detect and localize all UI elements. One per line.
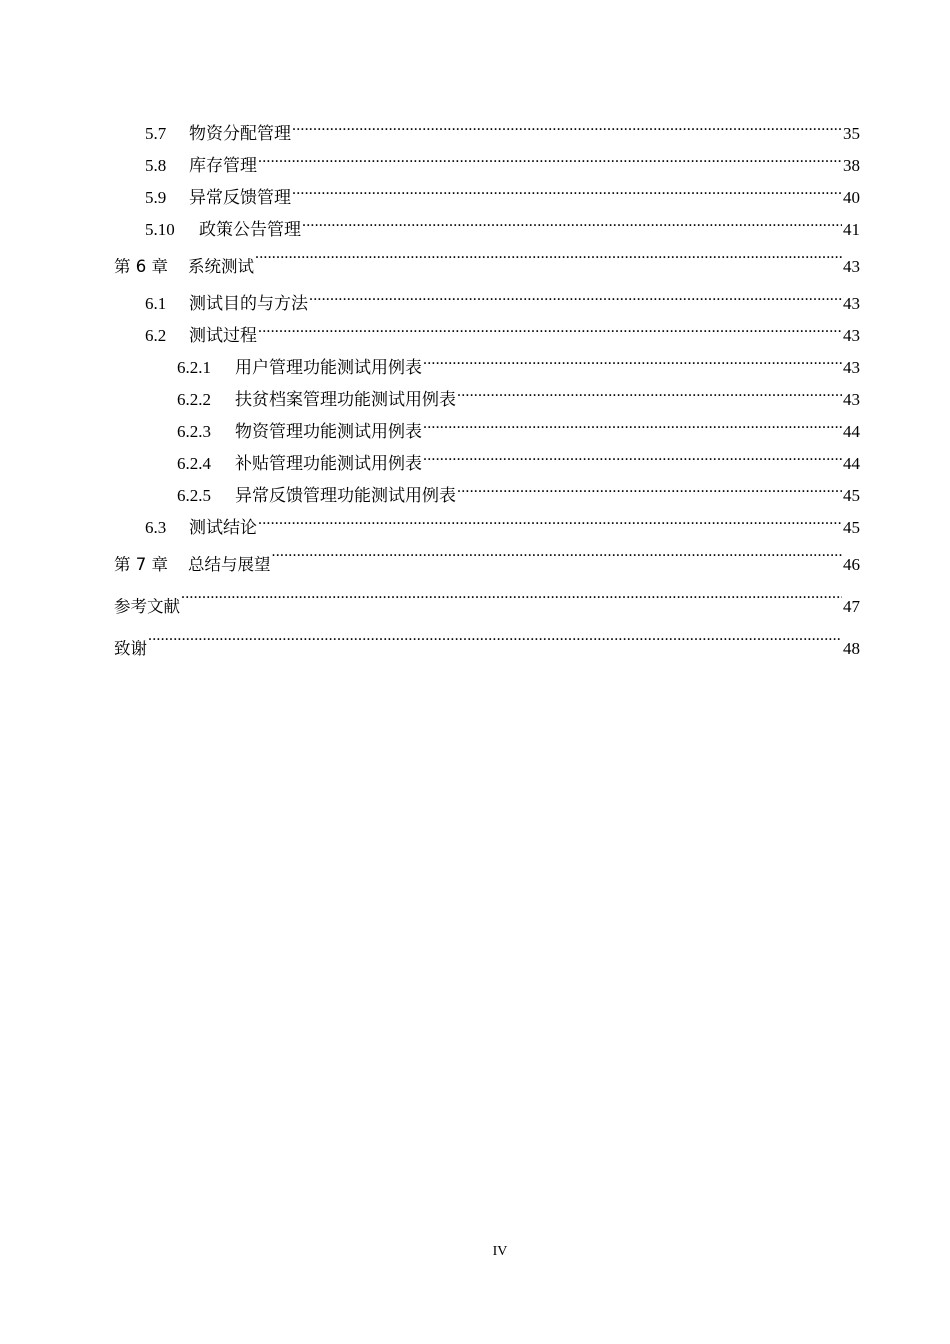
dot-leader bbox=[309, 292, 842, 309]
toc-entry-6-2-3[interactable] bbox=[114, 416, 860, 448]
toc-entry-references[interactable] bbox=[114, 586, 860, 628]
toc-entry-page: 48 bbox=[843, 639, 860, 658]
toc-entry-number: 6.2 bbox=[145, 326, 167, 345]
dot-leader bbox=[423, 356, 842, 373]
toc-entry-number: 6.2.1 bbox=[177, 358, 211, 377]
toc-entry-number: 6.2.4 bbox=[177, 454, 211, 473]
toc-entry-number: 5.9 bbox=[145, 188, 167, 207]
toc-entry-page: 44 bbox=[843, 454, 860, 473]
toc-entry-page: 46 bbox=[843, 555, 860, 574]
toc-entry-number: 6.3 bbox=[145, 518, 167, 537]
toc-entry-number: 5.7 bbox=[145, 124, 167, 143]
toc-entry-title: 测试过程 bbox=[189, 326, 257, 345]
toc-entry-6-2[interactable] bbox=[114, 320, 860, 352]
toc-entry-5-10[interactable] bbox=[114, 214, 860, 246]
toc-entry-page: 47 bbox=[843, 597, 860, 616]
toc-entry-number: 6.2.5 bbox=[177, 486, 211, 505]
toc-entry-6-3[interactable] bbox=[114, 512, 860, 544]
toc-entry-acknowledgements[interactable] bbox=[114, 628, 860, 670]
toc-entry-title: 扶贫档案管理功能测试用例表 bbox=[235, 390, 456, 409]
toc-entry-title: 物资管理功能测试用例表 bbox=[235, 422, 422, 441]
toc-entry-title: 补贴管理功能测试用例表 bbox=[235, 454, 422, 473]
toc-entry-title: 总结与展望 bbox=[188, 555, 271, 574]
dot-leader bbox=[181, 596, 842, 613]
dot-leader bbox=[272, 554, 843, 571]
toc-chapter-6[interactable] bbox=[114, 246, 860, 288]
toc-entry-6-2-1[interactable] bbox=[114, 352, 860, 384]
toc-entry-title: 异常反馈管理 bbox=[189, 188, 291, 207]
toc-entry-number: 6.2.3 bbox=[177, 422, 211, 441]
toc-entry-number: 6.2.2 bbox=[177, 390, 211, 409]
dot-leader bbox=[258, 516, 842, 533]
toc-entry-page: 43 bbox=[843, 326, 860, 345]
dot-leader bbox=[292, 122, 842, 139]
toc-entry-5-9[interactable] bbox=[114, 182, 860, 214]
toc-entry-title: 测试目的与方法 bbox=[189, 294, 308, 313]
toc-entry-title: 物资分配管理 bbox=[189, 124, 291, 143]
toc-entry-page: 41 bbox=[843, 220, 860, 239]
toc-entry-title: 测试结论 bbox=[189, 518, 257, 537]
page-number-footer: IV bbox=[492, 1244, 508, 1259]
toc-entry-number: 5.8 bbox=[145, 156, 167, 175]
toc-entry-page: 40 bbox=[843, 188, 860, 207]
toc-entry-number: 6.1 bbox=[145, 294, 167, 313]
toc-entry-page: 43 bbox=[843, 390, 860, 409]
toc-entry-title: 致谢 bbox=[114, 639, 147, 658]
dot-leader bbox=[302, 218, 842, 235]
toc-entry-6-1[interactable] bbox=[114, 288, 860, 320]
toc-entry-page: 43 bbox=[843, 358, 860, 377]
toc-entry-title: 参考文献 bbox=[114, 597, 180, 616]
toc-entry-6-2-5[interactable] bbox=[114, 480, 860, 512]
dot-leader bbox=[423, 420, 842, 437]
toc-entry-page: 38 bbox=[843, 156, 860, 175]
toc-entry-page: 35 bbox=[843, 124, 860, 143]
dot-leader bbox=[255, 256, 842, 273]
toc-entry-page: 45 bbox=[843, 486, 860, 505]
dot-leader bbox=[292, 186, 842, 203]
dot-leader bbox=[258, 154, 842, 171]
toc-entry-page: 43 bbox=[843, 294, 860, 313]
dot-leader bbox=[148, 638, 842, 655]
toc-entry-page: 45 bbox=[843, 518, 860, 537]
toc-chapter-7[interactable] bbox=[114, 544, 860, 586]
toc-entry-5-8[interactable] bbox=[114, 150, 860, 182]
dot-leader bbox=[457, 484, 842, 501]
toc-entry-title: 用户管理功能测试用例表 bbox=[235, 358, 422, 377]
dot-leader bbox=[457, 388, 842, 405]
toc-entry-title: 系统测试 bbox=[188, 257, 254, 276]
table-of-contents bbox=[114, 118, 860, 670]
toc-entry-title: 异常反馈管理功能测试用例表 bbox=[235, 486, 456, 505]
dot-leader bbox=[258, 324, 842, 341]
toc-entry-title: 库存管理 bbox=[189, 156, 257, 175]
toc-entry-page: 43 bbox=[843, 257, 860, 276]
dot-leader bbox=[423, 452, 842, 469]
toc-entry-number: 第 6 章 bbox=[114, 257, 168, 276]
toc-entry-number: 5.10 bbox=[145, 220, 175, 239]
toc-entry-page: 44 bbox=[843, 422, 860, 441]
toc-entry-title: 政策公告管理 bbox=[199, 220, 301, 239]
toc-entry-6-2-4[interactable] bbox=[114, 448, 860, 480]
toc-entry-number: 第 7 章 bbox=[114, 555, 168, 574]
toc-entry-5-7[interactable] bbox=[114, 118, 860, 150]
toc-entry-6-2-2[interactable] bbox=[114, 384, 860, 416]
